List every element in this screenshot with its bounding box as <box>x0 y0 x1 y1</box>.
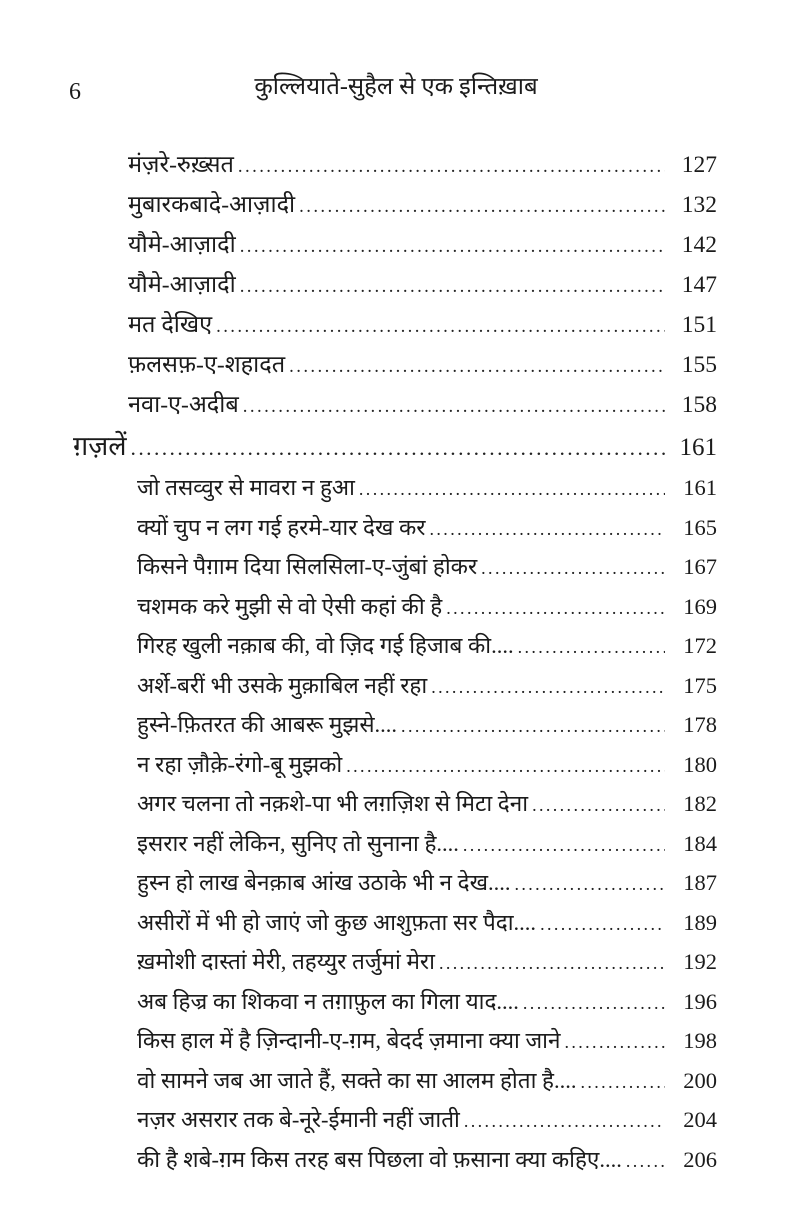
toc-leader-dots <box>514 864 665 904</box>
toc-entry <box>73 548 717 588</box>
toc-entry <box>73 509 717 549</box>
toc-entry-title: क्यों चुप न लग गई हरमे-यार देख कर <box>137 514 426 540</box>
toc-entry-page-number: 180 <box>683 751 717 777</box>
toc-entry-title: अब हिज्र का शिकवा न तग़ाफ़ुल का गिला याद.... <box>137 988 519 1014</box>
toc-entry-page-number: 172 <box>683 633 717 658</box>
toc-entry-page-number: 200 <box>683 1067 717 1093</box>
toc-leader-dots <box>626 1141 665 1181</box>
toc-entry-title: असीरों में भी हो जाएं जो कुछ आशुफ़ता सर पैदा.... <box>137 909 537 935</box>
toc-entry <box>73 706 717 746</box>
toc-entry-page-number: 206 <box>683 1146 717 1172</box>
toc-entry <box>73 864 717 904</box>
toc-entry <box>73 386 717 426</box>
toc-entry <box>73 266 717 306</box>
toc-entry-title: ख़मोशी दास्तां मेरी, तहय्युर तर्जुमां मेरा <box>137 949 435 974</box>
toc-leader-dots <box>523 983 665 1023</box>
toc-entry-page-number: 198 <box>683 1028 717 1053</box>
toc-entry-page-number: 161 <box>683 475 717 500</box>
toc-leader-dots <box>464 1101 665 1141</box>
toc-entry-page-number: 127 <box>681 152 717 178</box>
toc-entry <box>73 469 717 509</box>
toc-entry-title: हुस्ने-फ़ितरत की आबरू मुझसे.... <box>137 712 398 737</box>
toc-entry <box>73 226 717 266</box>
toc-entry-title: मुबारकबादे-आज़ादी <box>128 192 296 218</box>
toc-entry <box>73 1022 717 1062</box>
toc-leader-dots <box>431 667 665 707</box>
toc-entry-page-number: 204 <box>683 1107 717 1132</box>
toc-entry-page-number: 196 <box>683 988 717 1014</box>
toc-entry <box>73 1062 717 1102</box>
toc-leader-dots <box>439 943 665 983</box>
toc-entry-title: अर्शे-बरीं भी उसके मुक़ाबिल नहीं रहा <box>137 672 428 698</box>
toc-entry <box>73 426 717 469</box>
toc-entry-title: किसने पैग़ाम दिया सिलसिला-ए-जुंबां होकर <box>137 554 478 579</box>
toc-entry-title: अगर चलना तो नक़शे-पा भी लग़ज़िश से मिटा देना <box>137 791 529 816</box>
toc-entry-title: इसरार नहीं लेकिन, सुनिए तो सुनाना है.... <box>137 830 459 856</box>
toc-entry <box>73 306 717 346</box>
toc-entry <box>73 186 717 226</box>
running-header-title: कुल्लियाते-सुहैल से एक इन्तिख़ाब <box>254 74 538 100</box>
toc-leader-dots <box>238 146 665 186</box>
toc-leader-dots <box>216 306 665 346</box>
toc-leader-dots <box>481 548 665 588</box>
toc-entry-title: फ़लसफ़-ए-शहादत <box>128 352 286 378</box>
toc-entry <box>73 146 717 186</box>
page-folio-number: 6 <box>69 79 81 105</box>
toc-entry-title: यौमे-आज़ादी <box>128 232 236 258</box>
toc-leader-dots <box>532 785 665 825</box>
toc-entry-page-number: 155 <box>681 352 717 378</box>
toc-entry-page-number: 175 <box>683 672 717 698</box>
toc-entry-title: मंज़रे-रुख़्सत <box>128 152 234 178</box>
toc-entry-page-number: 142 <box>681 232 717 258</box>
toc-leader-dots <box>540 904 665 944</box>
toc-entry-title: नज़र असरार तक बे-नूरे-ईमानी नहीं जाती <box>137 1107 460 1132</box>
toc-leader-dots <box>401 706 665 746</box>
toc-entry <box>73 667 717 707</box>
toc-entry-page-number: 187 <box>683 870 717 895</box>
toc-entry-page-number: 151 <box>681 312 717 338</box>
toc-entry-page-number: 169 <box>683 593 717 619</box>
toc-entry-title: गिरह खुली नक़ाब की, वो ज़िद गई हिजाब की.... <box>137 633 514 658</box>
toc-entry <box>73 983 717 1023</box>
toc-entry <box>73 904 717 944</box>
toc-leader-dots <box>240 266 665 306</box>
toc-entry <box>73 746 717 786</box>
toc-entry-title: यौमे-आज़ादी <box>128 272 236 298</box>
toc-leader-dots <box>564 1022 665 1062</box>
toc-leader-dots <box>463 825 665 865</box>
toc-leader-dots <box>580 1062 665 1102</box>
toc-leader-dots <box>346 746 665 786</box>
toc-leader-dots <box>430 509 666 549</box>
toc-entry-page-number: 165 <box>683 514 717 540</box>
toc-entry-page-number: 192 <box>683 949 717 974</box>
toc-entry-page-number: 132 <box>681 192 717 218</box>
toc-entry-page-number: 182 <box>683 791 717 816</box>
toc-entry <box>73 943 717 983</box>
toc-entry-title: किस हाल में है ज़िन्दानी-ए-ग़म, बेदर्द ज़माना क्या जाने <box>137 1028 561 1053</box>
toc-entry-page-number: 184 <box>683 830 717 856</box>
toc-entry-page-number: 189 <box>683 909 717 935</box>
toc-entry-title: वो सामने जब आ जाते हैं, सक्ते का सा आलम होता है.... <box>137 1067 577 1093</box>
toc-entry-page-number: 167 <box>683 554 717 579</box>
toc-entry-title: की है शबे-ग़म किस तरह बस पिछला वो फ़साना क्या कहिए.... <box>137 1146 622 1172</box>
toc-entry-title: मत देखिए <box>128 312 213 338</box>
toc-entry-title: जो तसव्वुर से मावरा न हुआ <box>137 475 355 500</box>
toc-entry-title: हुस्न हो लाख बेनक़ाब आंख उठाके भी न देख.... <box>137 870 511 895</box>
toc-entry-title: चशमक करे मुझी से वो ऐसी कहां की है <box>137 593 443 619</box>
toc-entry <box>73 1141 717 1181</box>
toc-entry-page-number: 158 <box>681 392 717 418</box>
toc-entry-title: नवा-ए-अदीब <box>128 392 239 418</box>
toc-list <box>73 146 717 1180</box>
toc-leader-dots <box>131 426 665 469</box>
toc-leader-dots <box>240 226 665 266</box>
toc-leader-dots <box>446 588 665 628</box>
toc-entry <box>73 785 717 825</box>
toc-entry-page-number: 147 <box>681 272 717 298</box>
toc-entry <box>73 588 717 628</box>
toc-entry-title: ग़ज़लें <box>73 431 127 461</box>
toc-entry-title: न रहा ज़ौक़े-रंगो-बू मुझको <box>137 751 343 777</box>
toc-leader-dots <box>518 627 665 667</box>
toc-entry <box>73 1101 717 1141</box>
toc-entry <box>73 346 717 386</box>
toc-entry <box>73 627 717 667</box>
toc-leader-dots <box>299 186 665 226</box>
toc-entry <box>73 825 717 865</box>
toc-entry-page-number: 161 <box>679 434 717 461</box>
toc-leader-dots <box>243 386 665 426</box>
toc-leader-dots <box>359 469 665 509</box>
toc-leader-dots <box>289 346 665 386</box>
toc-entry-page-number: 178 <box>683 712 717 737</box>
